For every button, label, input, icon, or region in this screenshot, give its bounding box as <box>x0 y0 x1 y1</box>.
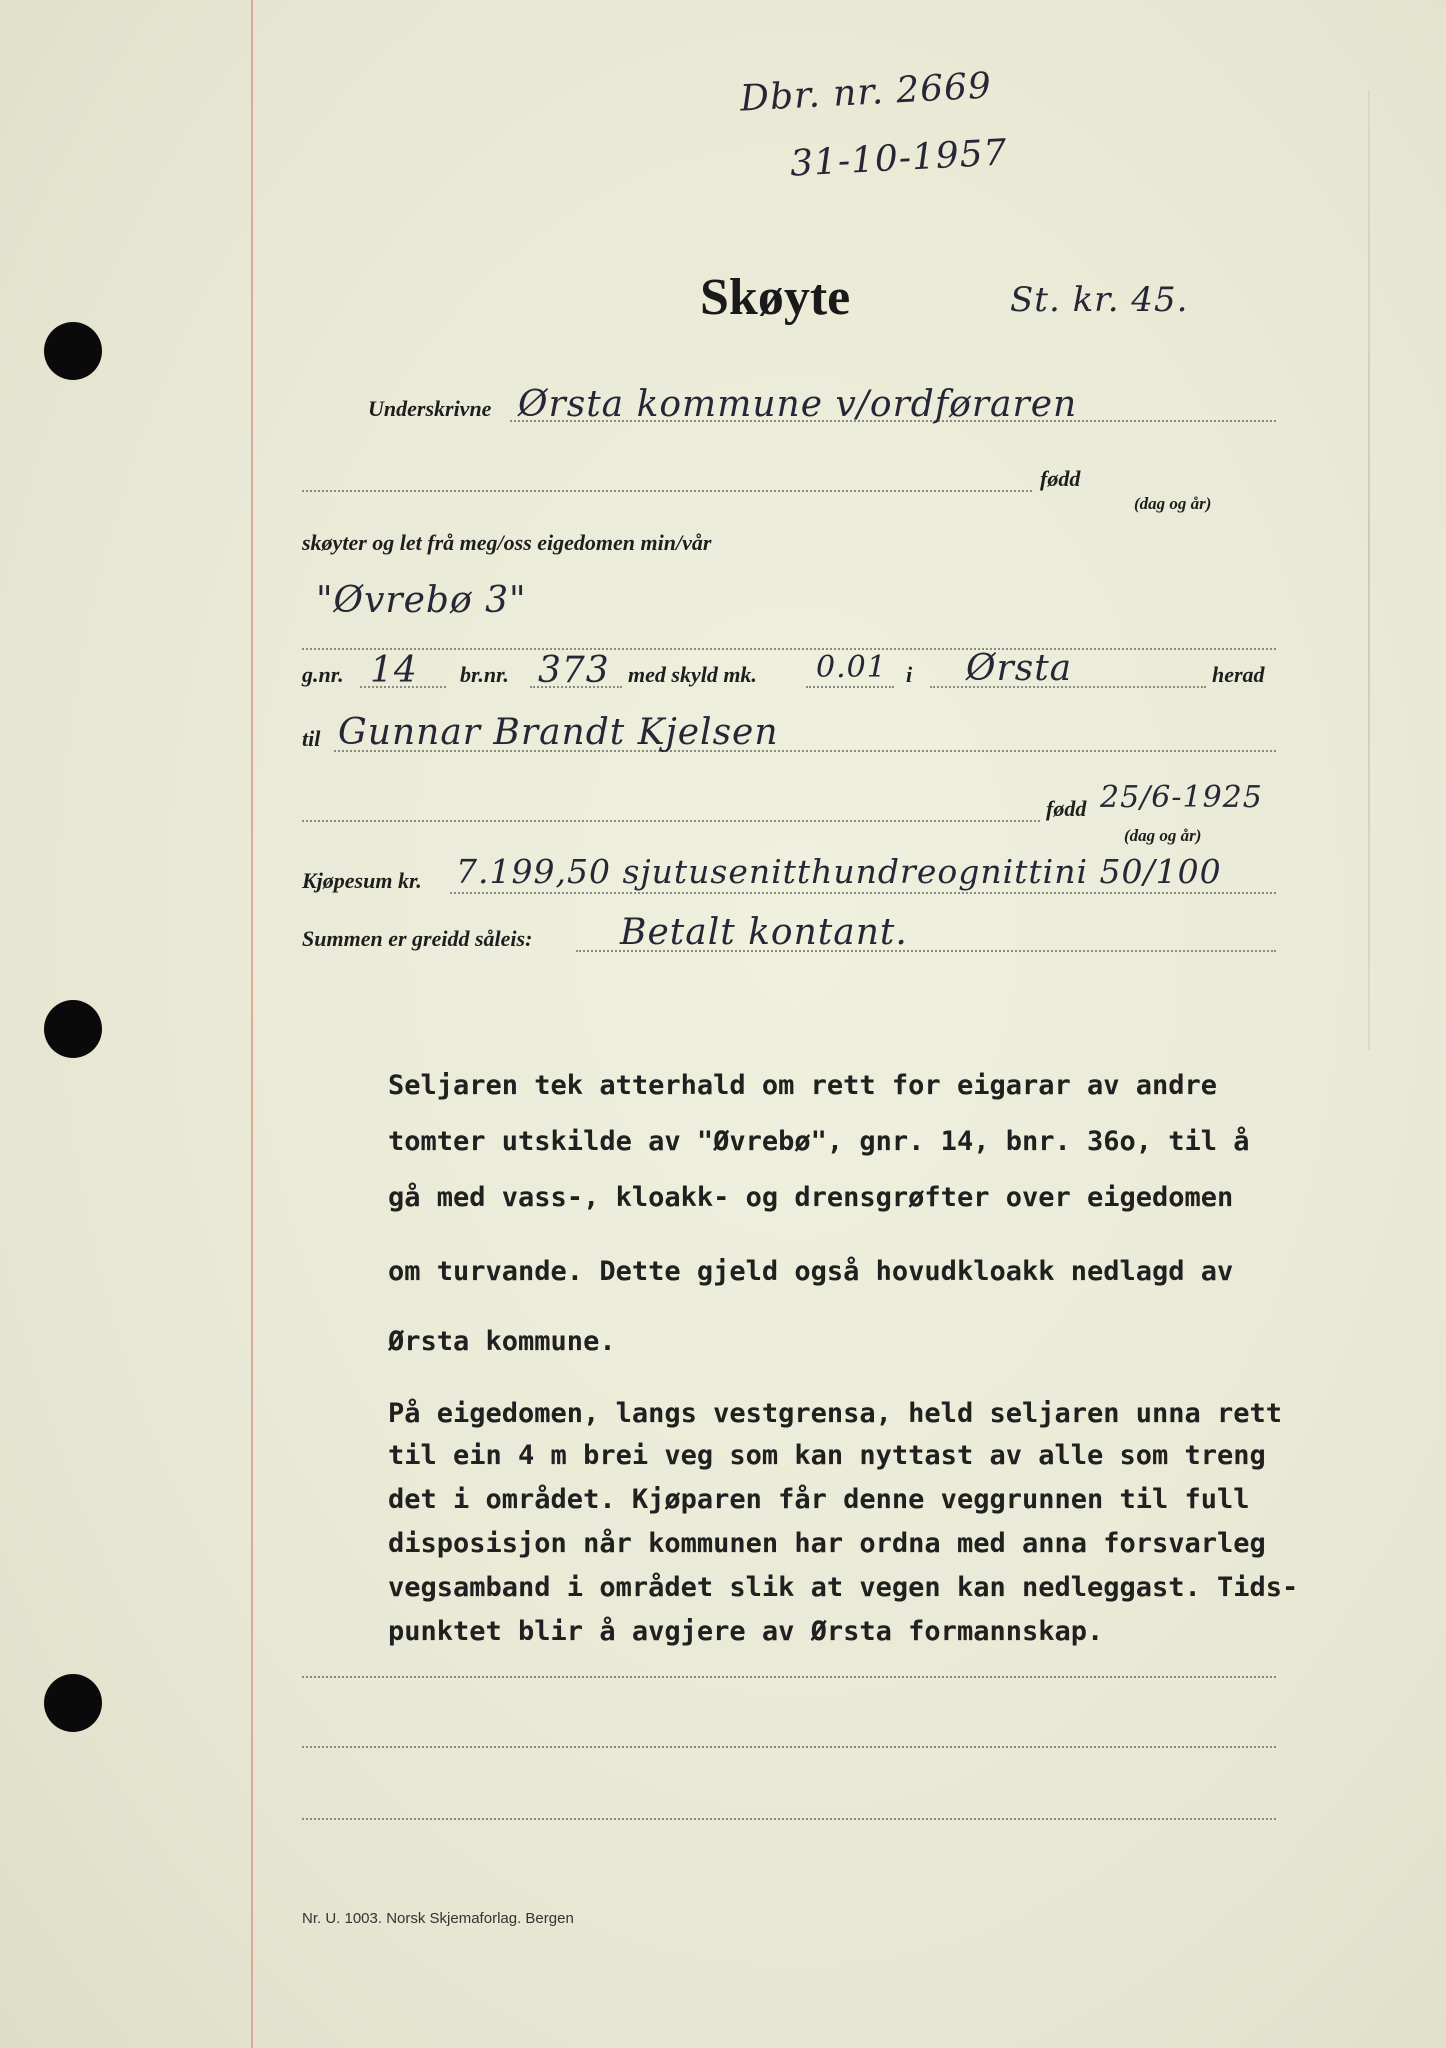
clause-1-line-3: gå med vass-, kloakk- og drensgrøfter over eigedomen <box>388 1182 1234 1213</box>
skyld-value: 0.01 <box>816 650 887 685</box>
punch-hole-top <box>44 322 102 380</box>
herad-value: Ørsta <box>966 648 1073 689</box>
skyld-line <box>806 686 894 688</box>
property-line <box>302 648 1276 650</box>
registration-number: Dbr. nr. 2669 <box>739 65 993 120</box>
clause-2-line-1: På eigedomen, langs vestgrensa, held seljaren unna rett <box>388 1398 1283 1429</box>
price-line <box>450 892 1276 894</box>
born-line <box>302 490 1032 492</box>
blank-line <box>302 1746 1276 1748</box>
conveys-label: skøyter og let frå meg/oss eigedomen min/vår <box>302 530 712 555</box>
herad-label: herad <box>1212 662 1265 687</box>
clause-1-line-1: Seljaren tek atterhald om rett for eigarar av andre <box>388 1070 1218 1101</box>
clause-2-line-4: disposisjon når kommunen har ordna med anna forsvarleg <box>388 1528 1266 1559</box>
born-hint: (dag og år) <box>1134 494 1212 513</box>
registration-date: 31-10-1957 <box>789 132 1009 185</box>
signer-value: Ørsta kommune v/ordføraren <box>518 384 1078 425</box>
til-label: til <box>302 726 321 751</box>
document-title: Skøyte <box>700 269 851 326</box>
fee-note: St. kr. 45. <box>1010 280 1189 320</box>
punch-hole-middle <box>44 1000 102 1058</box>
gnr-label: g.nr. <box>302 662 344 687</box>
brnr-label: br.nr. <box>460 662 509 687</box>
blank-line <box>302 1676 1276 1678</box>
gnr-value: 14 <box>370 650 418 691</box>
signer-label: Underskrivne <box>368 396 492 421</box>
clause-2-line-6: punktet blir å avgjere av Ørsta formannskap. <box>388 1616 1104 1647</box>
blank-line <box>302 1818 1276 1820</box>
clause-1-line-2: tomter utskilde av "Øvrebø", gnr. 14, bnr. 36o, til å <box>388 1126 1250 1157</box>
buyer-value: Gunnar Brandt Kjelsen <box>338 712 779 753</box>
born-label: fødd <box>1040 466 1081 491</box>
born2-label: fødd <box>1046 796 1087 821</box>
form-imprint: Nr. U. 1003. Norsk Skjemaforlag. Bergen <box>302 1910 574 1927</box>
property-value: "Øvrebø 3" <box>316 580 527 621</box>
price-label: Kjøpesum kr. <box>302 868 422 893</box>
brnr-value: 373 <box>538 650 610 691</box>
clause-2-line-5: vegsamband i området slik at vegen kan nedleggast. Tids- <box>388 1572 1299 1603</box>
paper-crease <box>1368 90 1370 1050</box>
margin-rule <box>251 0 253 2048</box>
born2-value: 25/6-1925 <box>1100 780 1263 815</box>
price-value: 7.199,50 sjutusenitthundreognittini 50/100 <box>456 852 1222 891</box>
born2-line <box>302 820 1040 822</box>
clause-2-line-2: til ein 4 m brei veg som kan nyttast av alle som treng <box>388 1440 1266 1471</box>
clause-1-line-5: Ørsta kommune. <box>388 1326 616 1357</box>
skyld-label: med skyld mk. <box>628 662 757 687</box>
born2-hint: (dag og år) <box>1124 826 1202 845</box>
paid-value: Betalt kontant. <box>620 912 908 953</box>
punch-hole-bottom <box>44 1674 102 1732</box>
clause-1-line-4: om turvande. Dette gjeld også hovudkloakk nedlagd av <box>388 1256 1234 1287</box>
clause-2-line-3: det i området. Kjøparen får denne veggrunnen til full <box>388 1484 1250 1515</box>
paid-label: Summen er greidd såleis: <box>302 926 533 951</box>
i-label: i <box>906 662 913 687</box>
